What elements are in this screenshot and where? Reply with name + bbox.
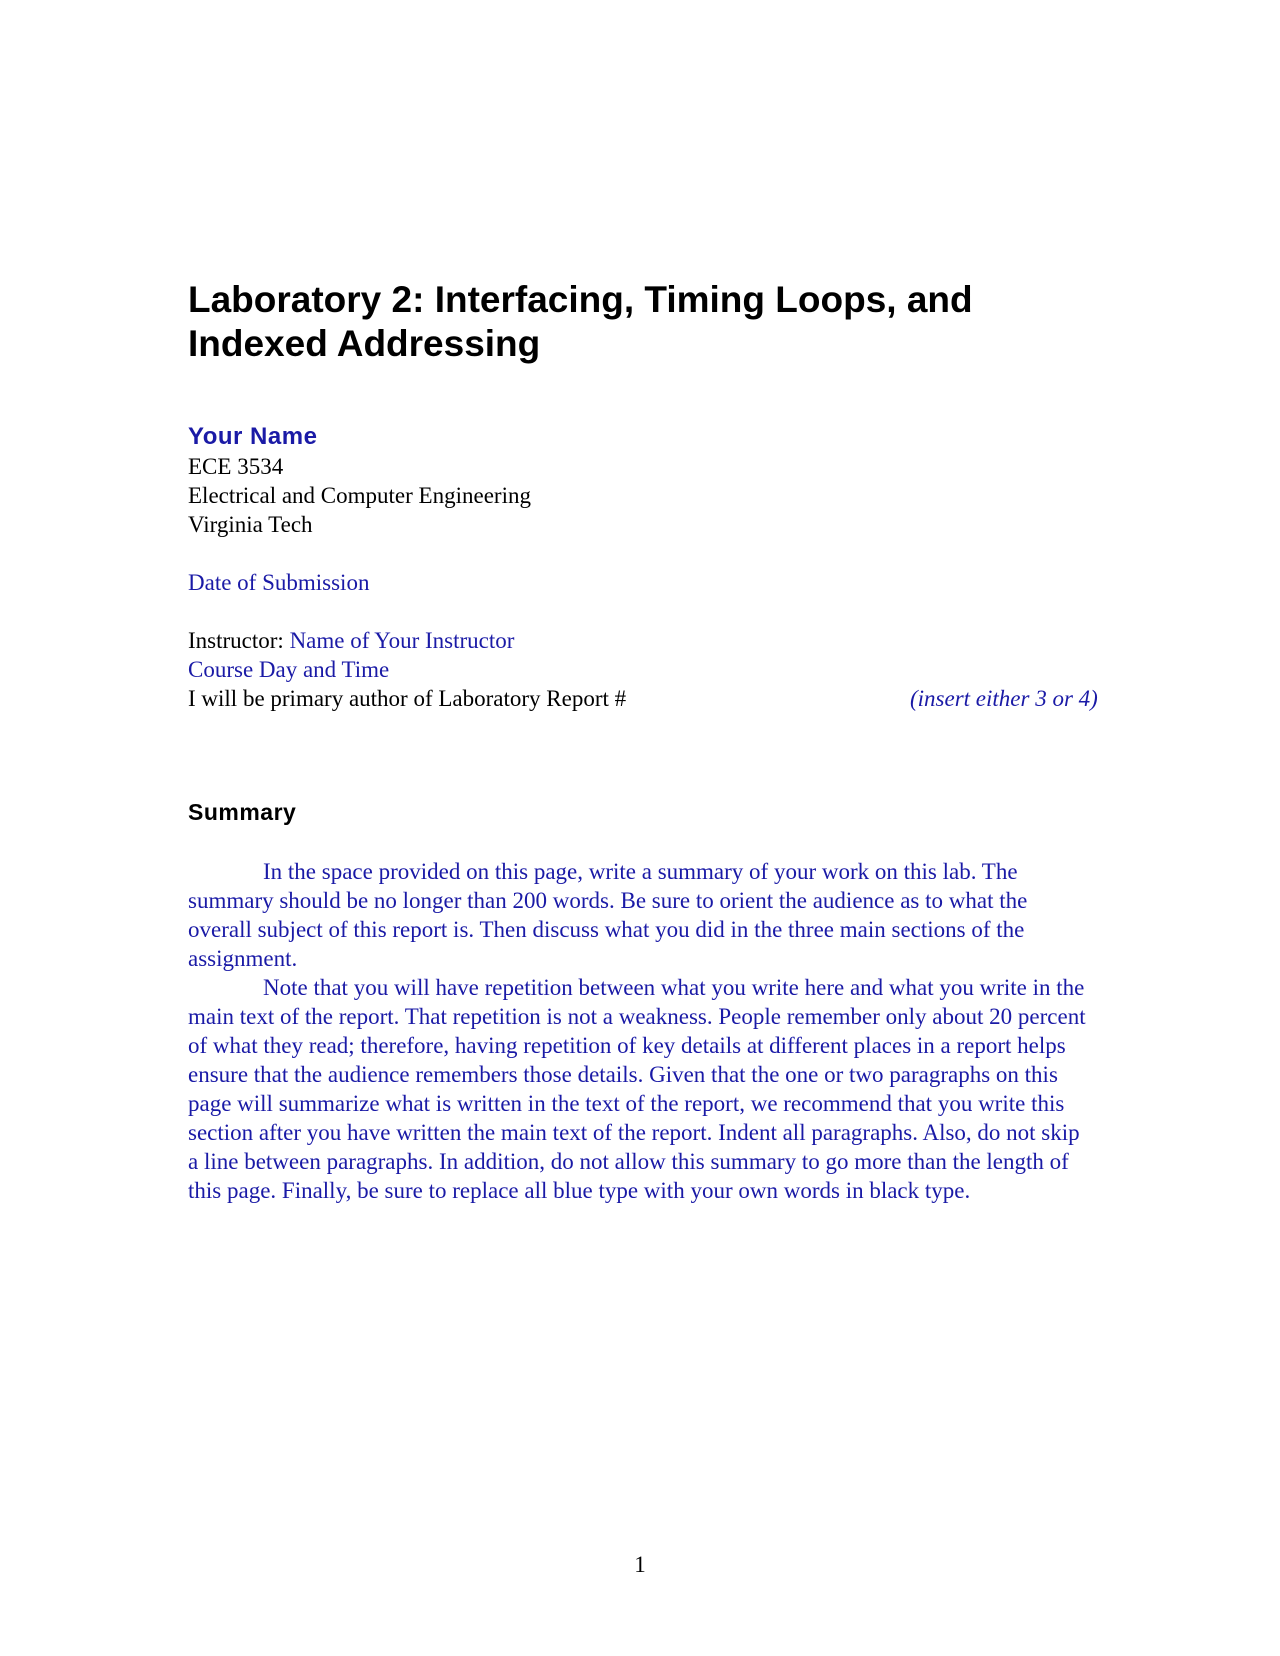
summary-heading: Summary xyxy=(188,799,297,825)
title-line-1: Laboratory 2: Interfacing, Timing Loops, and xyxy=(188,279,973,320)
page-number: 1 xyxy=(634,1552,646,1577)
author-name: Your Name xyxy=(188,423,318,450)
course-day-time: Course Day and Time xyxy=(188,657,390,682)
department: Electrical and Computer Engineering xyxy=(188,483,531,508)
summary-paragraph-2: Note that you will have repetition between what you write here and what you write in the main text of the report. That repetition is not a weakness. People remember only about 20 percent of what they read; therefore, having repetition of key details at different places in a report helps ensure that the audience remembers those details. Given that the one or two paragraphs on this page will summarize what is written in the text of the report, we recommend that you write this section after you have written the main text of the report. Indent all paragraphs. Also, do not skip a line between paragraphs. In addition, do not allow this summary to go more than the length of this page. Finally, be sure to replace all blue type with your own words in black type. xyxy=(188,975,1086,1203)
report-author-line xyxy=(188,684,1098,713)
summary-paragraph-1: In the space provided on this page, write a summary of your work on this lab. The summary should be no longer than 200 words. Be sure to orient the audience as to what the overall subject of this report is. Then discuss what you did in the three main sections of the assignment. xyxy=(188,859,1028,971)
instructor-line xyxy=(188,626,514,655)
course-code: ECE 3534 xyxy=(188,454,284,479)
instructor-block xyxy=(188,626,514,684)
report-line-text: I will be primary author of Laboratory Report # xyxy=(188,686,627,711)
summary-body xyxy=(188,857,1088,1205)
submission-date: Date of Submission xyxy=(188,570,370,595)
report-number-note: (insert either 3 or 4) xyxy=(910,686,1098,711)
university: Virginia Tech xyxy=(188,512,313,537)
instructor-label: Instructor: xyxy=(188,628,290,653)
title-line-2: Indexed Addressing xyxy=(188,323,541,364)
affiliation-block xyxy=(188,452,531,539)
instructor-name: Name of Your Instructor xyxy=(289,628,515,653)
document-title xyxy=(188,278,1088,366)
